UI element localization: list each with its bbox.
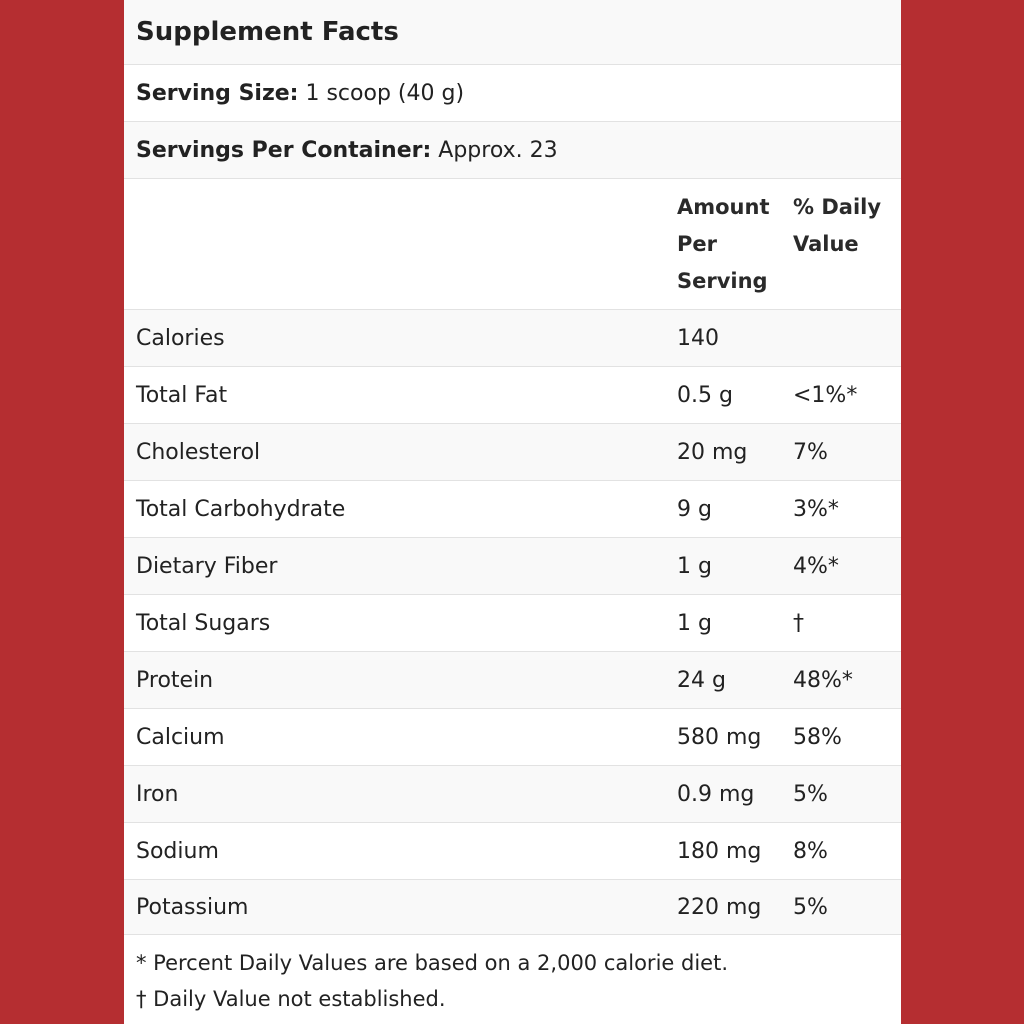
nutrient-amount: 24 g — [677, 668, 726, 693]
nutrient-name: Sodium — [136, 839, 219, 864]
nutrient-name: Cholesterol — [136, 440, 261, 465]
nutrient-daily-value: 5% — [793, 895, 828, 920]
serving-size — [136, 75, 464, 112]
table-row — [124, 367, 901, 424]
table-row — [124, 823, 901, 880]
nutrient-amount: 9 g — [677, 497, 712, 522]
nutrient-name: Calories — [136, 326, 225, 351]
nutrient-name: Dietary Fiber — [136, 554, 278, 579]
nutrient-amount: 220 mg — [677, 895, 762, 920]
nutrient-daily-value: 48%* — [793, 668, 853, 693]
nutrient-amount: 180 mg — [677, 839, 762, 864]
nutrient-amount: 1 g — [677, 611, 712, 636]
serving-size-label: Serving Size: — [136, 81, 299, 106]
daily-value-header — [793, 189, 881, 263]
amount-header-line: Per — [677, 232, 717, 256]
nutrient-name: Protein — [136, 668, 214, 693]
table-row — [124, 310, 901, 367]
nutrient-daily-value: <1%* — [793, 383, 858, 408]
table-row — [124, 766, 901, 823]
page-title: Supplement Facts — [136, 17, 399, 47]
serving-size-row — [124, 65, 901, 122]
nutrient-amount: 0.5 g — [677, 383, 733, 408]
nutrient-amount: 0.9 mg — [677, 782, 755, 807]
footnote-daily-values: * Percent Daily Values are based on a 2,000 calorie diet. — [136, 951, 728, 975]
servings-per-container-label: Servings Per Container: — [136, 138, 432, 163]
nutrient-name: Total Sugars — [136, 611, 271, 636]
nutrient-name: Potassium — [136, 895, 249, 920]
table-row — [124, 595, 901, 652]
title-row — [124, 0, 901, 65]
footnote-not-established: † Daily Value not established. — [136, 987, 446, 1011]
nutrient-daily-value: 3%* — [793, 497, 839, 522]
nutrient-name: Calcium — [136, 725, 225, 750]
serving-size-value: 1 scoop (40 g) — [298, 81, 465, 106]
servings-per-container — [136, 132, 558, 169]
nutrient-name: Total Carbohydrate — [136, 497, 346, 522]
nutrient-daily-value: 8% — [793, 839, 828, 864]
table-row — [124, 652, 901, 709]
table-row — [124, 424, 901, 481]
amount-header-line: Serving — [677, 269, 768, 293]
amount-header-line: Amount — [677, 195, 770, 219]
table-row — [124, 481, 901, 538]
nutrient-daily-value: 5% — [793, 782, 828, 807]
supplement-facts-panel — [124, 0, 901, 1024]
table-row — [124, 538, 901, 595]
column-header-row — [124, 179, 901, 310]
table-row — [124, 709, 901, 766]
daily-value-header-line: % Daily — [793, 195, 882, 219]
amount-per-serving-header — [677, 189, 770, 300]
servings-per-container-value: Approx. 23 — [431, 138, 558, 163]
nutrient-name: Iron — [136, 782, 179, 807]
nutrient-amount: 140 — [677, 326, 719, 351]
nutrient-daily-value: † — [793, 611, 804, 636]
nutrient-daily-value: 58% — [793, 725, 842, 750]
nutrient-daily-value: 7% — [793, 440, 828, 465]
table-row — [124, 880, 901, 935]
nutrient-name: Total Fat — [136, 383, 228, 408]
nutrient-amount: 20 mg — [677, 440, 748, 465]
daily-value-header-line: Value — [793, 232, 859, 256]
nutrient-daily-value: 4%* — [793, 554, 839, 579]
nutrient-amount: 1 g — [677, 554, 712, 579]
nutrient-amount: 580 mg — [677, 725, 762, 750]
servings-per-container-row — [124, 122, 901, 179]
